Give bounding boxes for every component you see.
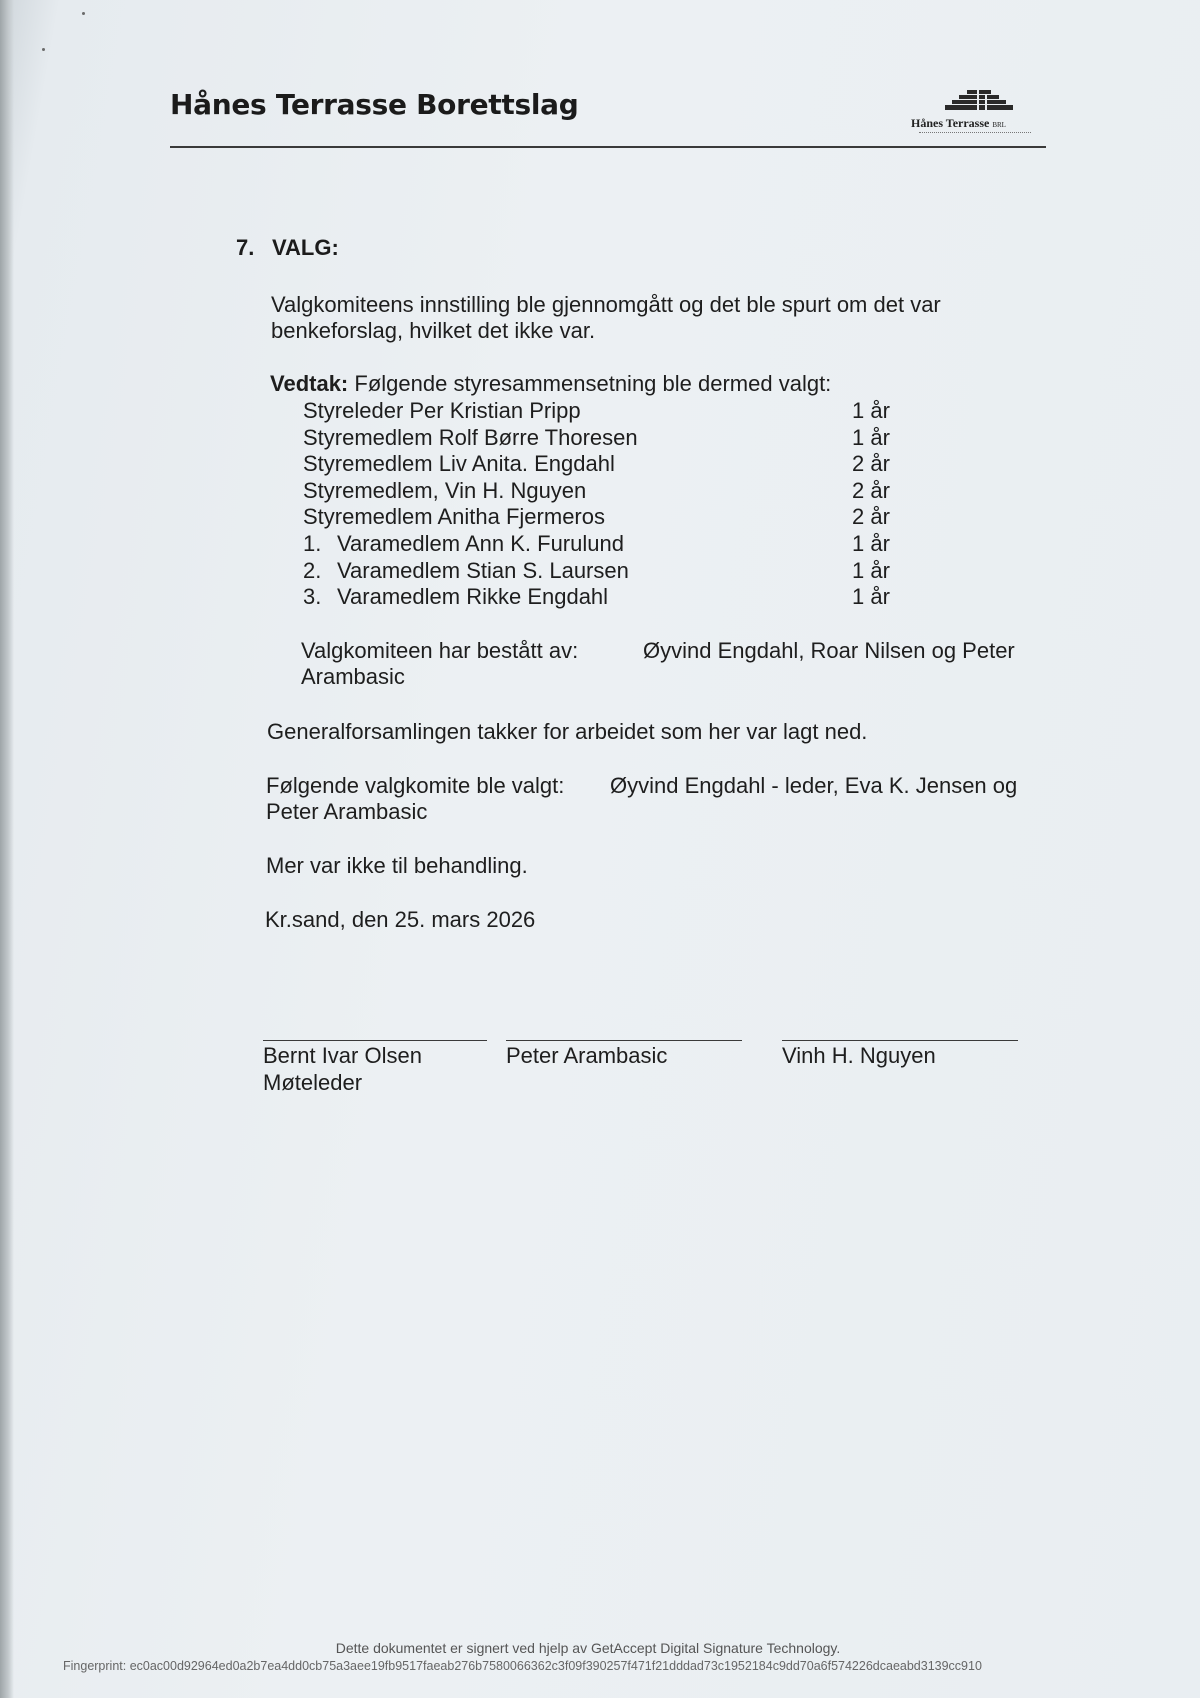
- closing-statement: Mer var ikke til behandling.: [266, 853, 528, 878]
- committee-names-continued: Arambasic: [301, 664, 405, 689]
- member-term: 2 år: [852, 451, 890, 477]
- paper-speck: [82, 12, 85, 15]
- member-term: 1 år: [852, 398, 890, 423]
- member-term: 1 år: [852, 424, 890, 450]
- member-row: [303, 531, 903, 558]
- section-title: VALG:: [272, 235, 339, 260]
- document-header-title: Hånes Terrasse Borettslag: [170, 88, 579, 121]
- member-term: 2 år: [852, 477, 890, 503]
- signature-line: [263, 1040, 487, 1041]
- member-name: Styreleder Per Kristian Pripp: [303, 398, 581, 423]
- signatory-name: Bernt Ivar Olsen: [263, 1043, 422, 1068]
- member-term: 1 år: [852, 530, 890, 556]
- signatory-role: Møteleder: [263, 1070, 363, 1095]
- place-and-date: Kr.sand, den 25. mars 2026: [265, 907, 536, 932]
- paper-shadow-edge: [0, 0, 14, 1698]
- signature-line: [506, 1040, 742, 1041]
- decision-label: Vedtak:: [270, 371, 349, 396]
- member-term: 2 år: [852, 504, 890, 530]
- member-name: Styremedlem, Vin H. Nguyen: [303, 477, 587, 503]
- footer-fingerprint: Fingerprint: ec0ac00d92964ed0a2b7ea4dd0cb75a3aee19fb9517faeab276b7580066362c3f09f390257f471f21dddad73c1952184c9dd70a6f574226dcaeabd3139cc910: [63, 1659, 982, 1673]
- member-index: 1.: [303, 530, 322, 556]
- new-committee-names-continued: Peter Arambasic: [266, 799, 428, 824]
- signature-line: [782, 1040, 1018, 1041]
- member-name: Styremedlem Anitha Fjermeros: [303, 504, 605, 530]
- intro-paragraph: Valgkomiteens innstilling ble gjennomgått og det ble spurt om det var benkeforslag, hvilket det ikke var.: [271, 292, 941, 343]
- member-name: 2. Varamedlem Stian S. Laursen: [303, 557, 629, 583]
- member-row: [303, 584, 903, 611]
- member-name: Styremedlem Liv Anita. Engdahl: [303, 451, 615, 477]
- signatory-name: Vinh H. Nguyen: [782, 1043, 936, 1068]
- member-row: [303, 451, 903, 478]
- committee-names: Øyvind Engdahl, Roar Nilsen og Peter: [643, 638, 1015, 663]
- member-name: 1. Varamedlem Ann K. Furulund: [303, 530, 624, 556]
- member-row: [303, 425, 903, 452]
- committee-label: Valgkomiteen har bestått av:: [301, 638, 579, 663]
- board-member-list: [303, 398, 903, 611]
- thanks-statement: Generalforsamlingen takker for arbeidet som her var lagt ned.: [267, 719, 868, 744]
- section-heading: [236, 235, 339, 261]
- member-row: [303, 558, 903, 585]
- signatory-name: Peter Arambasic: [506, 1043, 668, 1068]
- member-index: 3.: [303, 584, 322, 610]
- new-committee-label: Følgende valgkomite ble valgt:: [266, 773, 565, 798]
- member-index: 2.: [303, 557, 322, 583]
- logo-tagline-decoration: [919, 132, 1031, 135]
- decision-line: [270, 371, 831, 397]
- member-term: 1 år: [852, 584, 890, 610]
- section-number: 7.: [236, 235, 255, 260]
- member-row: [303, 478, 903, 505]
- member-name: Styremedlem Rolf Børre Thoresen: [303, 424, 638, 450]
- member-row: [303, 504, 903, 531]
- member-term: 1 år: [852, 557, 890, 583]
- footer-signature-note: Dette dokumentet er signert ved hjelp av GetAccept Digital Signature Technology.: [335, 1640, 841, 1656]
- paper-speck: [42, 48, 45, 51]
- logo-wordmark: Hånes Terrasse BRL: [911, 116, 1006, 130]
- decision-text: Følgende styresammensetning ble dermed valgt:: [354, 371, 832, 396]
- building-logo-icon: [905, 84, 1055, 116]
- header-divider: [170, 146, 1046, 148]
- company-logo: [905, 84, 1055, 140]
- member-name: 3. Varamedlem Rikke Engdahl: [303, 584, 609, 610]
- member-row: [303, 398, 903, 425]
- new-committee-names: Øyvind Engdahl - leder, Eva K. Jensen og: [610, 773, 1018, 798]
